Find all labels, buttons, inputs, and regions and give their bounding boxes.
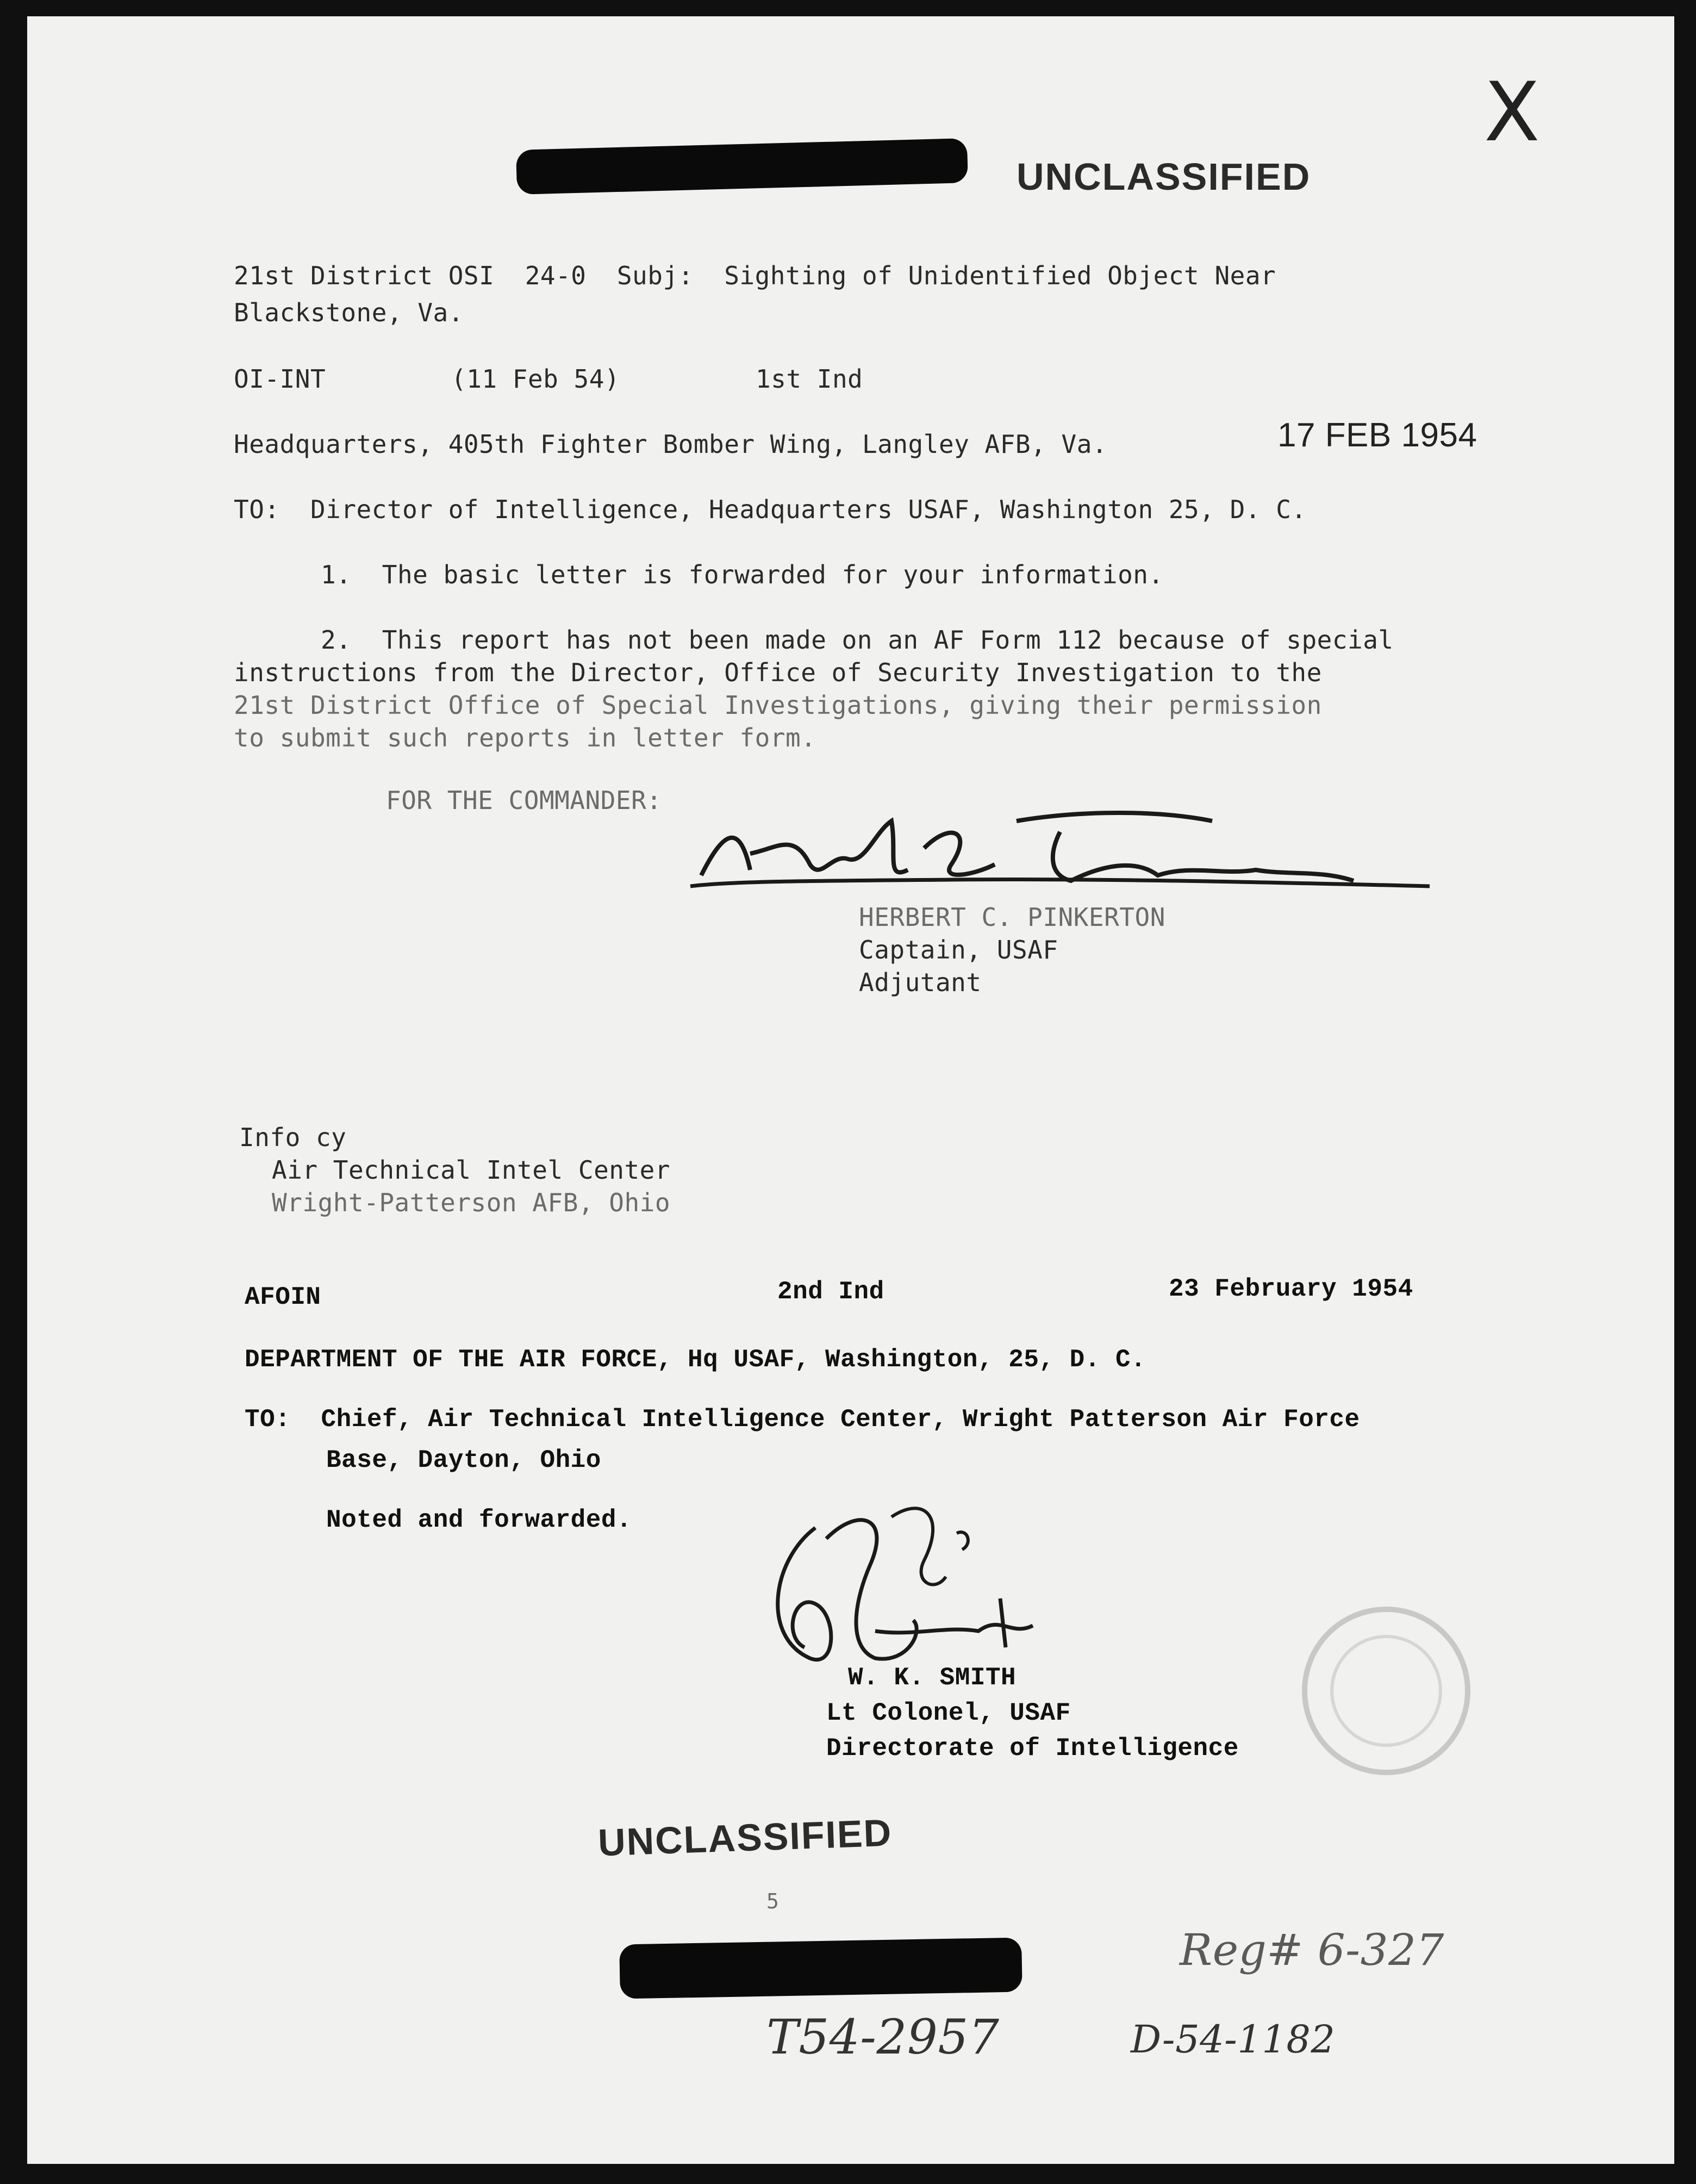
- signer-rank: Captain, USAF: [859, 935, 1058, 965]
- second-signer-name: W. K. SMITH: [848, 1664, 1017, 1692]
- second-signer-title: Directorate of Intelligence: [826, 1734, 1239, 1763]
- date-stamp: 17 FEB 1954: [1277, 416, 1477, 454]
- handwritten-d-number: D-54-1182: [1131, 2017, 1336, 2062]
- paragraph-1: 1. The basic letter is forwarded for your information.: [321, 560, 1164, 589]
- signer-name: HERBERT C. PINKERTON: [859, 903, 1165, 932]
- first-ind-label: 1st Ind: [756, 364, 863, 394]
- second-ind-label: 2nd Ind: [777, 1278, 884, 1306]
- office-symbol: OI-INT: [234, 364, 326, 394]
- ref-line-1: 21st District OSI 24-0 Subj: Sighting of Unidentified Object Near: [234, 261, 1276, 290]
- page-number: 5: [766, 1889, 780, 1913]
- second-ind-from-line: DEPARTMENT OF THE AIR FORCE, Hq USAF, Washington, 25, D. C.: [245, 1346, 1146, 1374]
- second-ind-to-line-2: Base, Dayton, Ohio: [326, 1446, 601, 1474]
- faint-seal-stamp: [1277, 1593, 1484, 1789]
- paragraph-2-line-2: instructions from the Director, Office of Security Investigation to the: [234, 658, 1322, 687]
- second-ind-to-line-1: TO: Chief, Air Technical Intelligence Center, Wright Patterson Air Force: [245, 1405, 1360, 1434]
- paragraph-2-line-1: 2. This report has not been made on an AF Form 112 because of special: [321, 625, 1394, 655]
- signature-pinkerton: [669, 799, 1462, 908]
- second-signer-rank: Lt Colonel, USAF: [826, 1699, 1071, 1727]
- info-line-2: Wright-Patterson AFB, Ohio: [272, 1188, 671, 1217]
- handwritten-t-number: T54-2957: [766, 2009, 1000, 2065]
- classification-stamp-top: UNCLASSIFIED: [1017, 155, 1311, 198]
- signer-title: Adjutant: [859, 968, 982, 997]
- ref-line-2: Blackstone, Va.: [234, 298, 464, 327]
- redaction-bar-bottom: [619, 1938, 1022, 1999]
- classification-stamp-bottom: UNCLASSIFIED: [597, 1811, 893, 1864]
- from-line: Headquarters, 405th Fighter Bomber Wing, Langley AFB, Va.: [234, 430, 1108, 459]
- for-the-commander: FOR THE COMMANDER:: [386, 786, 662, 815]
- paragraph-2-line-4: to submit such reports in letter form.: [234, 723, 816, 752]
- redaction-bar-top: [516, 138, 968, 195]
- info-cy-label: Info cy: [239, 1123, 347, 1152]
- handwritten-reg-number: Reg# 6-327: [1180, 1925, 1444, 1975]
- signature-smith: [750, 1495, 1055, 1680]
- corner-x-mark: X: [1484, 65, 1540, 160]
- second-ind-date: 23 February 1954: [1169, 1275, 1413, 1303]
- info-line-1: Air Technical Intel Center: [272, 1155, 671, 1185]
- to-line: TO: Director of Intelligence, Headquarters USAF, Washington 25, D. C.: [234, 495, 1307, 524]
- document-page: [27, 16, 1674, 2164]
- paragraph-2-line-3: 21st District Office of Special Investigations, giving their permission: [234, 690, 1322, 720]
- noted-and-forwarded: Noted and forwarded.: [326, 1506, 632, 1534]
- ref-date: (11 Feb 54): [451, 364, 620, 394]
- second-ind-office: AFOIN: [245, 1283, 321, 1311]
